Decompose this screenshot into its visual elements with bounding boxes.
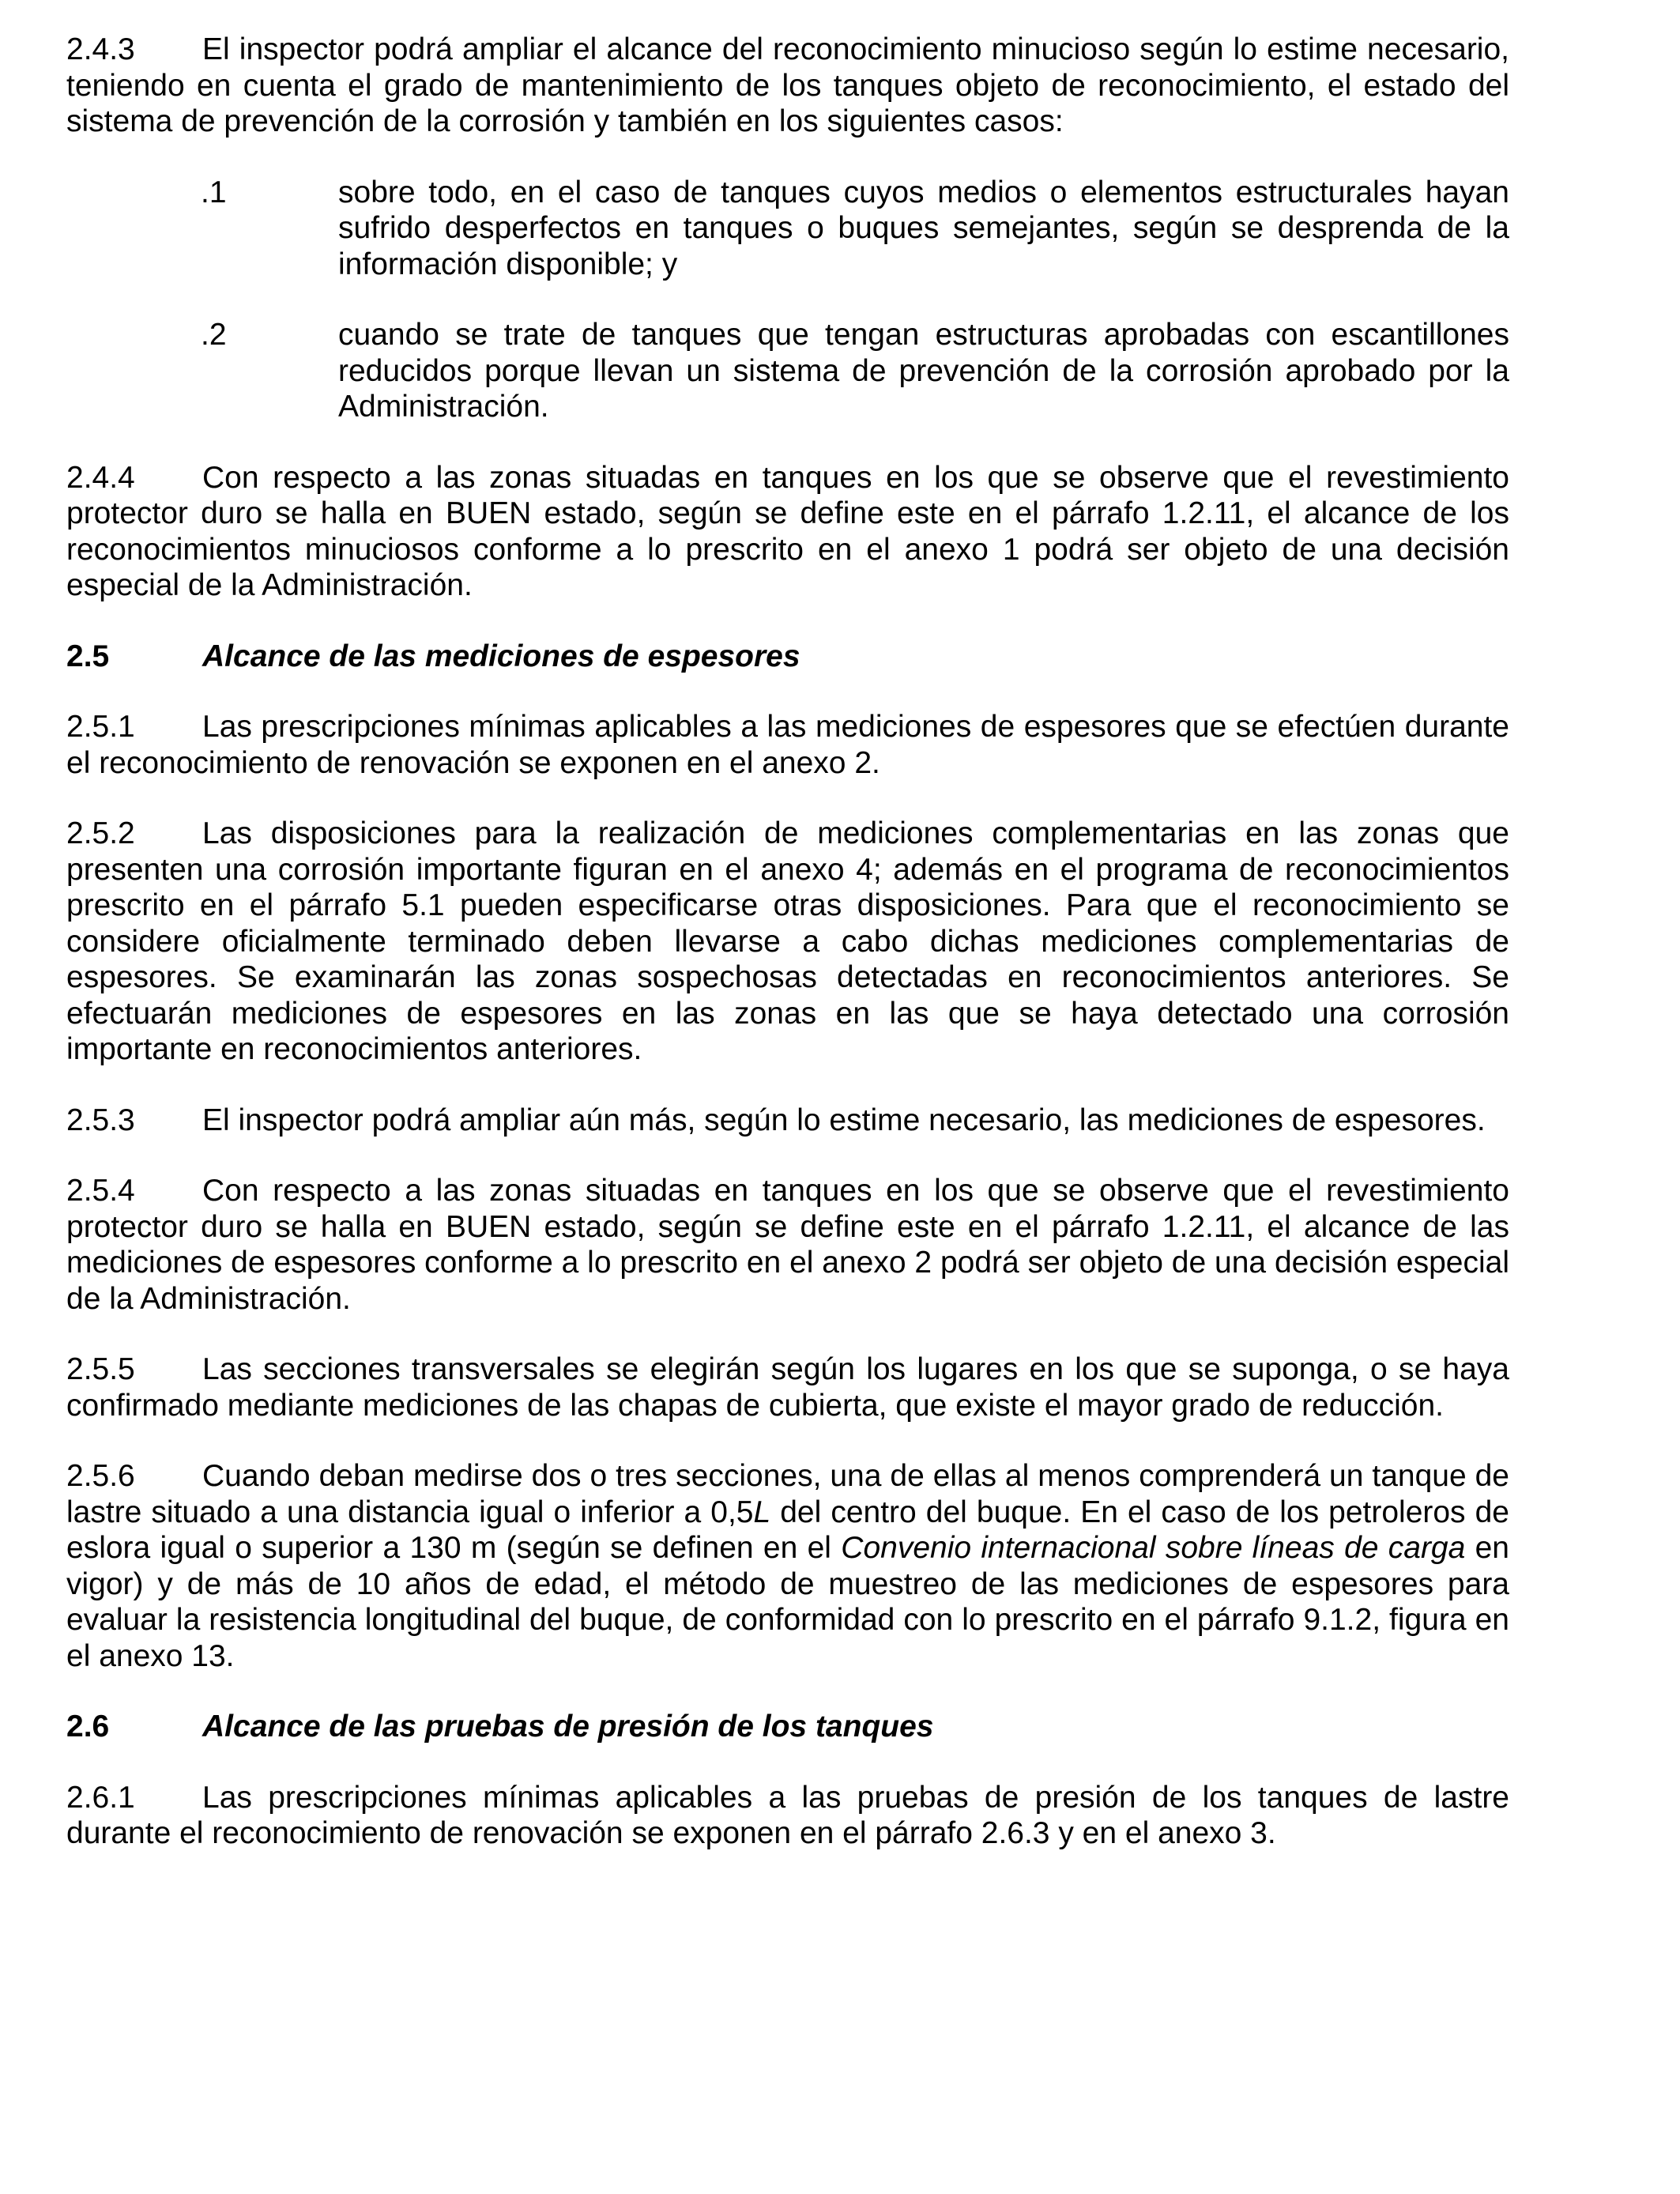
list-item-text: sobre todo, en el caso de tanques cuyos medios o elementos estructurales hayan sufrido desperfectos en tanques o buques semejantes, según se desprenda de la información disponible; y (338, 175, 1509, 281)
paragraph-2-5-4 (66, 1173, 1509, 1317)
paragraph-number: 2.5.5 (66, 1352, 135, 1386)
paragraph-2-5-3 (66, 1103, 1509, 1139)
paragraph-text: El inspector podrá ampliar el alcance del reconocimiento minucioso según lo estime necesario, teniendo en cuenta el grado de mantenimiento de los tanques objeto de reconocimiento, el estado del sistema de prevención de la corrosión y también en los siguientes casos: (66, 32, 1509, 138)
convention-title: Convenio internacional sobre líneas de carga (841, 1531, 1466, 1565)
paragraph-2-4-4 (66, 460, 1509, 604)
section-number: 2.5 (66, 639, 110, 673)
paragraph-number: 2.4.4 (66, 460, 135, 495)
section-heading-2-6 (66, 1709, 1509, 1745)
paragraph-number: 2.5.6 (66, 1459, 135, 1493)
paragraph-2-4-3 (66, 32, 1509, 140)
list-item (66, 317, 1509, 425)
paragraph-italic-text: L (753, 1495, 771, 1529)
paragraph-2-5-2 (66, 816, 1509, 1068)
section-heading-2-5 (66, 639, 1509, 675)
paragraph-number: 2.5.4 (66, 1174, 135, 1208)
section-title: Alcance de las pruebas de presión de los tanques (202, 1710, 934, 1744)
paragraph-text: Las secciones transversales se elegirán según los lugares en los que se suponga, o se haya confirmado mediante mediciones de las chapas de cubierta, que existe el mayor grado de reducción. (66, 1352, 1509, 1423)
document-page (66, 32, 1509, 1887)
paragraph-text-part: en vigor) y de más de 10 años de edad, el método de muestreo de las mediciones de espesores para evaluar la resistencia longitudinal del buque, de conformidad con lo prescrito en el párrafo 9.1.2, figura en el anexo 13. (66, 1531, 1510, 1673)
paragraph-text: Las disposiciones para la realización de mediciones complementarias en las zonas que presenten una corrosión importante figuran en el anexo 4; además en el programa de reconocimientos prescrito en el párrafo 5.1 pueden especificarse otras disposiciones. Para que el reconocimiento se considere oficialmente terminado deben llevarse a cabo dichas mediciones complementarias de espesores. Se examinarán las zonas sospechosas detectadas en reconocimientos anteriores. Se efectuarán mediciones de espesores en las zonas en las que se haya detectado una corrosión importante en reconocimientos anteriores. (66, 816, 1509, 1066)
paragraph-text: Con respecto a las zonas situadas en tanques en los que se observe que el revestimiento protector duro se halla en BUEN estado, según se define este en el párrafo 1.2.11, el alcance de los reconocimientos minuciosos conforme a lo prescrito en el anexo 1 podrá ser objeto de una decisión especial de la Administración. (66, 460, 1509, 602)
paragraph-number: 2.5.2 (66, 816, 135, 850)
paragraph-2-5-1 (66, 709, 1509, 781)
paragraph-2-6-1 (66, 1780, 1509, 1852)
paragraph-2-5-5 (66, 1351, 1509, 1423)
paragraph-2-5-6 (66, 1458, 1509, 1674)
paragraph-number: 2.5.3 (66, 1103, 135, 1137)
enumerated-list (66, 175, 1509, 425)
paragraph-number: 2.4.3 (66, 32, 135, 66)
paragraph-text: Las prescripciones mínimas aplicables a las mediciones de espesores que se efectúen durante el reconocimiento de renovación se exponen en el anexo 2. (66, 710, 1509, 780)
paragraph-text: Las prescripciones mínimas aplicables a las pruebas de presión de los tanques de lastre durante el reconocimiento de renovación se exponen en el párrafo 2.6.3 y en el anexo 3. (66, 1780, 1509, 1850)
section-title: Alcance de las mediciones de espesores (202, 639, 800, 673)
paragraph-text-part: del centro del buque. En el caso de los petroleros de eslora igual o superior a 130 m (según se definen en el (66, 1495, 1509, 1565)
paragraph-text-part: Cuando deban medirse dos o tres secciones, una de ellas al menos comprenderá un tanque de lastre situado a una distancia igual o inferior a 0,5 (66, 1459, 1509, 1529)
list-item-text: cuando se trate de tanques que tengan estructuras aprobadas con escantillones reducidos porque llevan un sistema de prevención de la corrosión aprobado por la Administración. (338, 318, 1509, 424)
paragraph-text: Con respecto a las zonas situadas en tanques en los que se observe que el revestimiento protector duro se halla en BUEN estado, según se define este en el párrafo 1.2.11, el alcance de las mediciones de espesores conforme a lo prescrito en el anexo 2 podrá ser objeto de una decisión especial de la Administración. (66, 1174, 1509, 1316)
paragraph-text: El inspector podrá ampliar aún más, según lo estime necesario, las mediciones de espesores. (202, 1103, 1486, 1137)
paragraph-number: 2.5.1 (66, 710, 135, 744)
list-item (66, 175, 1509, 283)
list-item-number: .1 (201, 175, 227, 209)
list-item-number: .2 (201, 318, 227, 352)
section-number: 2.6 (66, 1710, 110, 1744)
paragraph-number: 2.6.1 (66, 1780, 135, 1815)
